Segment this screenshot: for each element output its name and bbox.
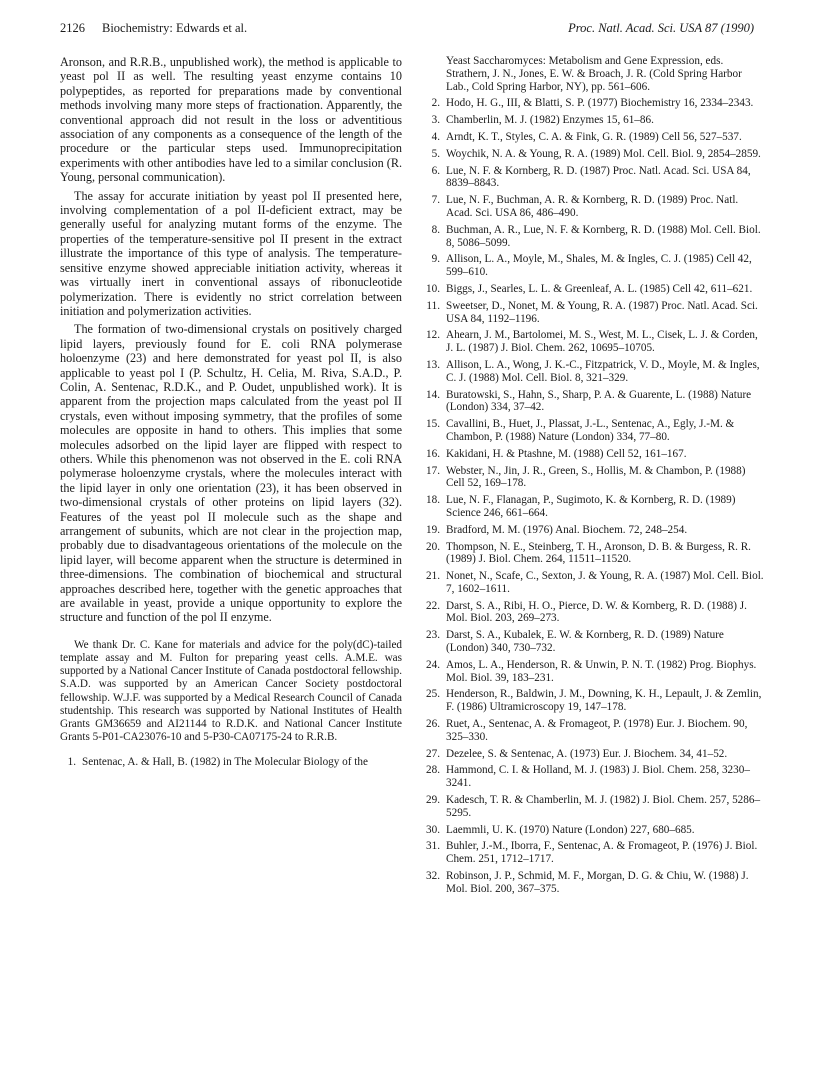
reference-item bbox=[424, 283, 764, 296]
reference-item bbox=[424, 840, 764, 866]
reference-number: 22. bbox=[426, 599, 440, 612]
reference-number: 21. bbox=[426, 570, 440, 583]
reference-number: 20. bbox=[426, 540, 440, 553]
reference-number: 9. bbox=[431, 253, 440, 266]
reference-text: Bradford, M. M. (1976) Anal. Biochem. 72, 248–254. bbox=[446, 523, 688, 536]
reference-item bbox=[424, 448, 764, 461]
reference-text: Dezelee, S. & Sentenac, A. (1973) Eur. J. Biochem. 34, 41–52. bbox=[446, 747, 728, 760]
reference-number: 8. bbox=[431, 223, 440, 236]
reference-text: Kadesch, T. R. & Chamberlin, M. J. (1982) J. Biol. Chem. 257, 5286–5295. bbox=[446, 794, 761, 819]
reference-list bbox=[424, 55, 764, 896]
reference-number: 15. bbox=[426, 418, 440, 431]
running-title-right: Proc. Natl. Acad. Sci. USA 87 (1990) bbox=[568, 21, 754, 35]
page-number: 2126 bbox=[60, 21, 85, 35]
reference-text: Allison, L. A., Wong, J. K.-C., Fitzpatrick, V. D., Moyle, M. & Ingles, C. J. (1988) Mol. Cell. Biol. 8, 321–329. bbox=[446, 358, 760, 384]
reference-item bbox=[424, 570, 764, 596]
reference-item bbox=[424, 194, 764, 220]
reference-number: 23. bbox=[426, 629, 440, 642]
reference-text: Arndt, K. T., Styles, C. A. & Fink, G. R. (1989) Cell 56, 527–537. bbox=[446, 130, 742, 143]
reference-item bbox=[424, 870, 764, 896]
reference-text: Amos, L. A., Henderson, R. & Unwin, P. N. T. (1982) Prog. Biophys. Mol. Biol. 39, 183–231. bbox=[446, 658, 757, 684]
reference-number: 7. bbox=[431, 194, 440, 207]
reference-item bbox=[424, 659, 764, 685]
right-column bbox=[424, 55, 764, 900]
reference-number: 18. bbox=[426, 494, 440, 507]
reference-item bbox=[424, 748, 764, 761]
reference-number: 32. bbox=[426, 870, 440, 883]
reference-text: Allison, L. A., Moyle, M., Shales, M. & Ingles, C. J. (1985) Cell 42, 599–610. bbox=[446, 253, 752, 279]
reference-item bbox=[424, 824, 764, 837]
reference-number: 5. bbox=[431, 147, 440, 160]
reference-text: Laemmli, U. K. (1970) Nature (London) 227, 680–685. bbox=[446, 823, 695, 836]
reference-item bbox=[424, 465, 764, 491]
reference-item bbox=[424, 764, 764, 790]
reference-item bbox=[60, 756, 402, 769]
reference-item bbox=[424, 224, 764, 250]
reference-item bbox=[424, 114, 764, 127]
reference-item bbox=[424, 524, 764, 537]
reference-item bbox=[424, 389, 764, 415]
reference-number: 1. bbox=[67, 756, 76, 769]
reference-text: Lue, N. F., Flanagan, P., Sugimoto, K. & Kornberg, R. D. (1989) Science 246, 661–664. bbox=[446, 494, 736, 519]
reference-text: Robinson, J. P., Schmid, M. F., Morgan, D. G. & Chiu, W. (1988) J. Mol. Biol. 200, 367–375. bbox=[446, 870, 749, 895]
reference-number: 31. bbox=[426, 840, 440, 853]
reference-text: Buchman, A. R., Lue, N. F. & Kornberg, R. D. (1988) Mol. Cell. Biol. 8, 5086–5099. bbox=[446, 223, 761, 249]
reference-text: Cavallini, B., Huet, J., Plassat, J.-L., Sentenac, A., Egly, J.-M. & Chambon, P. (1988) Nature (London) 334, 77–80. bbox=[446, 418, 735, 443]
reference-item bbox=[424, 165, 764, 191]
reference-number: 2. bbox=[431, 97, 440, 110]
reference-item bbox=[424, 541, 764, 567]
reference-list-start bbox=[60, 756, 402, 769]
running-title-left: Biochemistry: Edwards et al. bbox=[102, 21, 248, 35]
running-header bbox=[60, 21, 754, 41]
reference-text: Buhler, J.-M., Iborra, F., Sentenac, A. & Fromageot, P. (1976) J. Biol. Chem. 251, 1712–1717. bbox=[446, 840, 758, 866]
reference-number: 4. bbox=[431, 130, 440, 143]
reference-number: 25. bbox=[426, 688, 440, 701]
reference-item bbox=[424, 300, 764, 326]
reference-item bbox=[424, 253, 764, 279]
reference-number: 28. bbox=[426, 764, 440, 777]
reference-text: Darst, S. A., Ribi, H. O., Pierce, D. W. & Kornberg, R. D. (1988) J. Mol. Biol. 203, 269–273. bbox=[446, 599, 747, 625]
reference-text: Henderson, R., Baldwin, J. M., Downing, K. H., Lepault, J. & Zemlin, F. (1986) Ultramicroscopy 19, 147–178. bbox=[446, 688, 762, 714]
reference-text: Thompson, N. E., Steinberg, T. H., Aronson, D. B. & Burgess, R. R. (1989) J. Biol. Chem. 264, 11511–11520. bbox=[446, 540, 751, 566]
reference-number: 14. bbox=[426, 388, 440, 401]
reference-item bbox=[424, 494, 764, 520]
reference-text: Woychik, N. A. & Young, R. A. (1989) Mol. Cell. Biol. 9, 2854–2859. bbox=[446, 147, 761, 160]
reference-text: Biggs, J., Searles, L. L. & Greenleaf, A. L. (1985) Cell 42, 611–621. bbox=[446, 282, 753, 295]
reference-number: 13. bbox=[426, 358, 440, 371]
reference-text: Lue, N. F., Buchman, A. R. & Kornberg, R. D. (1989) Proc. Natl. Acad. Sci. USA 86, 486–490. bbox=[446, 194, 739, 219]
reference-number: 19. bbox=[426, 523, 440, 536]
reference-item bbox=[424, 688, 764, 714]
reference-text: Kakidani, H. & Ptashne, M. (1988) Cell 52, 161–167. bbox=[446, 447, 687, 460]
reference-item bbox=[424, 600, 764, 626]
reference-text: Nonet, N., Scafe, C., Sexton, J. & Young, R. A. (1987) Mol. Cell. Biol. 7, 1602–1611. bbox=[446, 570, 764, 595]
reference-item bbox=[424, 418, 764, 444]
reference-number: 11. bbox=[426, 299, 440, 312]
body-paragraph: The formation of two-dimensional crystals on positively charged lipid layers, previously found for E. coli RNA polymerase holoenzyme (23) and here demonstrated for yeast pol II, is also applicable to yeast pol I (P. Schultz, H. Celia, M. Riva, S.A.D., P. Colin, A. Sentenac, R.D.K., and P. Oudet, unpublished work). It is apparent from the projection maps calculated from the yeast pol II crystals, even without imposing symmetry, that the profiles of some molecules are opposite in hand to others. This implies that some molecules adsorbed on the lipid layer are flipped with respect to others. While this phenomenon was not observed in the E. coli RNA polymerase holoenzyme crystals, where the molecules interact with the lipid layer in only one orientation (23), it has been observed in two-dimensional crystals of other proteins on lipid layers (32). Features of the yeast pol II molecule such as the shape and arrangement of subunits, which are not clear in the projection map, probably due to disadvantageous orientations of the molecule on the lipid layer, will become apparent when the structure is determined in three-dimensions. The combination of biochemical and structural approaches described here, together with the genetic approaches that are available in yeast, provide a unique opportunity to explore the structure and function of the pol II enzyme. bbox=[60, 322, 402, 625]
reference-text: Ruet, A., Sentenac, A. & Fromageot, P. (1978) Eur. J. Biochem. 90, 325–330. bbox=[446, 718, 748, 743]
reference-number: 27. bbox=[426, 747, 440, 760]
reference-text: Darst, S. A., Kubalek, E. W. & Kornberg, R. D. (1989) Nature (London) 340, 730–732. bbox=[446, 629, 724, 655]
reference-item bbox=[424, 718, 764, 744]
acknowledgment-paragraph: We thank Dr. C. Kane for materials and advice for the poly(dC)-tailed template assay and M. Fulton for preparing yeast cells. A.M.E. was supported by a National Cancer Institute of Canada postdoctoral fellowship. S.A.D. was supported by an American Cancer Society postdoctoral fellowship. W.J.F. was supported by a Medical Research Council of Canada studentship. This research was supported by National Institutes of Health Grants GM36659 and AI21144 to R.D.K. and National Cancer Institute Grants 5-P01-CA23076-10 and 5-P30-CA07175-24 to R.R.B. bbox=[60, 638, 402, 744]
reference-number: 12. bbox=[426, 329, 440, 342]
reference-text: Hodo, H. G., III, & Blatti, S. P. (1977) Biochemistry 16, 2334–2343. bbox=[446, 97, 754, 110]
reference-item bbox=[424, 148, 764, 161]
reference-number: 30. bbox=[426, 823, 440, 836]
body-paragraph: The assay for accurate initiation by yeast pol II presented here, involving complementation of a pol II-deficient extract, may be generally useful for analyzing mutant forms of the enzyme. The properties of the temperature-sensitive pol II present in the extract illustrate the importance of this type of analysis. The temperature-sensitive enzyme showed appreciable initiation activity, whereas it was virtually inert in conventional assays of ribonucleotide polymerization. There is evidently no strict correlation between initiation and polymerization activities. bbox=[60, 188, 402, 318]
reference-item bbox=[424, 131, 764, 144]
reference-item bbox=[424, 329, 764, 355]
reference-number: 17. bbox=[426, 464, 440, 477]
reference-item bbox=[424, 629, 764, 655]
reference-text: Webster, N., Jin, J. R., Green, S., Hollis, M. & Chambon, P. (1988) Cell 52, 169–178. bbox=[446, 464, 746, 490]
reference-number: 16. bbox=[426, 447, 440, 460]
reference-text: Ahearn, J. M., Bartolomei, M. S., West, M. L., Cisek, L. J. & Corden, J. L. (1987) J. Biol. Chem. 262, 10695–10705. bbox=[446, 329, 758, 355]
reference-continuation: Yeast Saccharomyces: Metabolism and Gene Expression, eds. Strathern, J. N., Jones, E. W. & Broach, J. R. (Cold Spring Harbor Lab., Cold Spring Harbor, NY), pp. 561–606. bbox=[446, 55, 742, 93]
reference-text: Chamberlin, M. J. (1982) Enzymes 15, 61–86. bbox=[446, 114, 654, 127]
reference-item bbox=[424, 794, 764, 820]
reference-item bbox=[424, 97, 764, 110]
reference-text: Buratowski, S., Hahn, S., Sharp, P. A. & Guarente, L. (1988) Nature (London) 334, 37–42. bbox=[446, 388, 752, 414]
reference-number: 29. bbox=[426, 794, 440, 807]
body-paragraph: Aronson, and R.R.B., unpublished work), the method is applicable to yeast pol II as well. The resulting yeast enzyme contains 10 polypeptides, as reported for preparations made by conventional methods involving many more steps of fractionation. Apparently, the conventional approach did not result in the loss or adventitious association of any components as a consequence of the length of the procedure or the particular steps used. Immunoprecipitation experiments with other antibodies have led to a similar conclusion (R. Young, personal communication). bbox=[60, 55, 402, 185]
left-column bbox=[60, 55, 402, 773]
reference-number: 3. bbox=[431, 114, 440, 127]
reference-text: Sentenac, A. & Hall, B. (1982) in The Molecular Biology of the bbox=[82, 756, 368, 769]
reference-number: 6. bbox=[431, 164, 440, 177]
reference-number: 24. bbox=[426, 658, 440, 671]
reference-item bbox=[424, 359, 764, 385]
reference-number: 10. bbox=[426, 282, 440, 295]
reference-text: Lue, N. F. & Kornberg, R. D. (1987) Proc. Natl. Acad. Sci. USA 84, 8839–8843. bbox=[446, 164, 751, 190]
reference-text: Hammond, C. I. & Holland, M. J. (1983) J. Biol. Chem. 258, 3230–3241. bbox=[446, 764, 750, 790]
reference-text: Sweetser, D., Nonet, M. & Young, R. A. (1987) Proc. Natl. Acad. Sci. USA 84, 1192–1196. bbox=[446, 299, 758, 325]
reference-number: 26. bbox=[426, 718, 440, 731]
